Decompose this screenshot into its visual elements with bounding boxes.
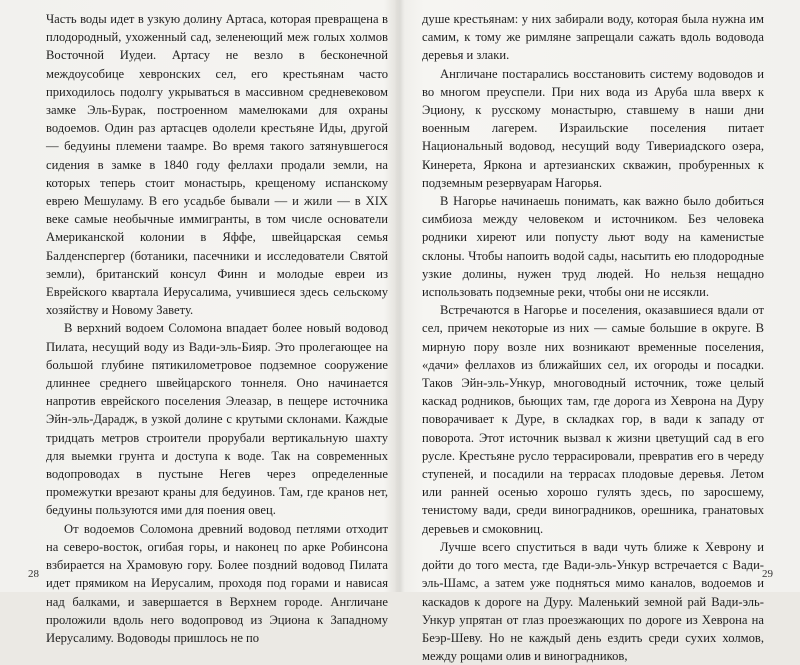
left-paragraph-3: От водоемов Соломона древний водовод петлями отходит на северо-восток, огибая горы, и наконец по арке Робинсона взбирается на Храмовую гору. Более поздний водовод Пилата идет прямиком на Иерусалим, проходя под горами и нависая над балками, и завершается в Верхнем городе. Англичане проложили вдоль него водопровод из Эциона к Западному Иерусалиму. Водоводы пришлось не по [46,521,388,645]
right-paragraph-4: Встречаются в Нагорье и поселения, оказавшиеся вдали от сел, причем некоторые из них — самые большие в округе. В мирную пору возле них возникают временные поселения, «дачи» феллахов из ближайших сел, их огороды и посадки. Таков Эйн-эль-Ункур, многоводный источник, тоже целый каскад родников, бьющих там, где дорога из Хеврона на Дуру поворачивает к Дуре, в складках гор, в вади к западу от поворота. Этот источник вызвал к жизни цветущий сад в его русле. Крестьяне русло террасировали, превратив его в череду ступеней, и посадили на террасах плодовые деревья. Летом или ранней осенью хорошо гулять здесь, по заросшему, тенистому вади, среди виноградников, орешника, гранатовых деревьев и смоковниц. [422,303,764,536]
right-page-number: 29 [762,568,773,580]
right-paragraph-2: Англичане постарались восстановить систему водоводов и во многом преуспели. При них вода из Аруба шла вверх к Эциону, к русскому монастырю, ставшему в наши дни военным лагерем. Израильские поселения питает Национальный водовод, несущий воду Тивериадского озера, Кинерета, Яркона и артезианских скважин, пробуренных к подземным резервуарам Нагорья. [422,66,764,190]
right-paragraph-3: В Нагорье начинаешь понимать, как важно было добиться симбиоза между человеком и источником. Без человека родники хиреют или попусту льют воду на каменистые склоны. Чтобы напоить водой сады, насытить ею плодородные узкие долины, нужен труд людей. Но нельзя нещадно использовать подземные реки, чтобы они не иссякли. [422,194,764,300]
left-paragraph-1: Часть воды идет в узкую долину Артаса, которая превращена в плодородный, ухоженный сад, зеленеющий меж голых холмов Восточной Иудеи. Артасу не везло в бесконечной междоусобице хевронских сел, его крестьянам часто приходилось подолгу укрываться в массивном средневековом замке Эль-Бурак, построенном мамелюками для охраны водоемов. Один раз артасцев одолели крестьяне Иды, другой — бедуины племени таамре. Во время такого затянувшегося сидения в замке в 1840 году феллахи продали земли, на которых теперь стоит монастырь, крещеному испанскому еврею Мешуламу. В его усадьбе бывали — и жили — в XIX веке самые необычные иммигранты, в том числе основатели Американской колонии в Яффе, швейцарская семья Балденспергер (ботаники, пасечники и исследователи Святой земли), британский консул Финн и молодые евреи из Еврейского квартала Иерусалима, учившиеся здесь сельскому хозяйству и Новому Завету. [46,12,388,318]
right-paragraph-1: душе крестьянам: у них забирали воду, которая была нужна им самим, к тому же римляне запрещали сажать вдоль водовода деревья и злаки. [422,12,764,63]
left-paragraph-2: В верхний водоем Соломона впадает более новый водовод Пилата, несущий воду из Вади-эль-Бияр. Это пролегающее на большой глубине пятикилометровое подземное сооружение длиннее среднего швейцарского тоннеля. Оно начинается напротив еврейского поселения Элеазар, в пещере источника Эйн-эль-Дарадж, в узкой долине с крутыми склонами. Каждые тридцать метров строители прорубали вертикальную шахту для выемки грунта и доступа к воде. Так на современных водопроводах в пустыне Негев через определенные промежутки врезают краны для бедуинов. Там, где кранов нет, бедуины пользуются ими для поения овец. [46,321,388,518]
left-page-number: 28 [28,568,39,580]
left-page [46,10,388,647]
right-page [422,10,764,665]
book-gutter [395,0,405,592]
right-paragraph-5: Лучше всего спуститься в вади чуть ближе к Хеврону и дойти до того места, где Вади-эль-Ункур встречается с Вади-эль-Шамс, а затем уже подняться мимо каналов, водоемов и каскадов к дороге на Дуру. Маленький земной рай Вади-эль-Ункур упрятан от глаз проезжающих по дороге из Хеврона на Беэр-Шеву. Но не каждый день ездить среди сухих холмов, между рощами олив и виноградников, [422,539,764,664]
